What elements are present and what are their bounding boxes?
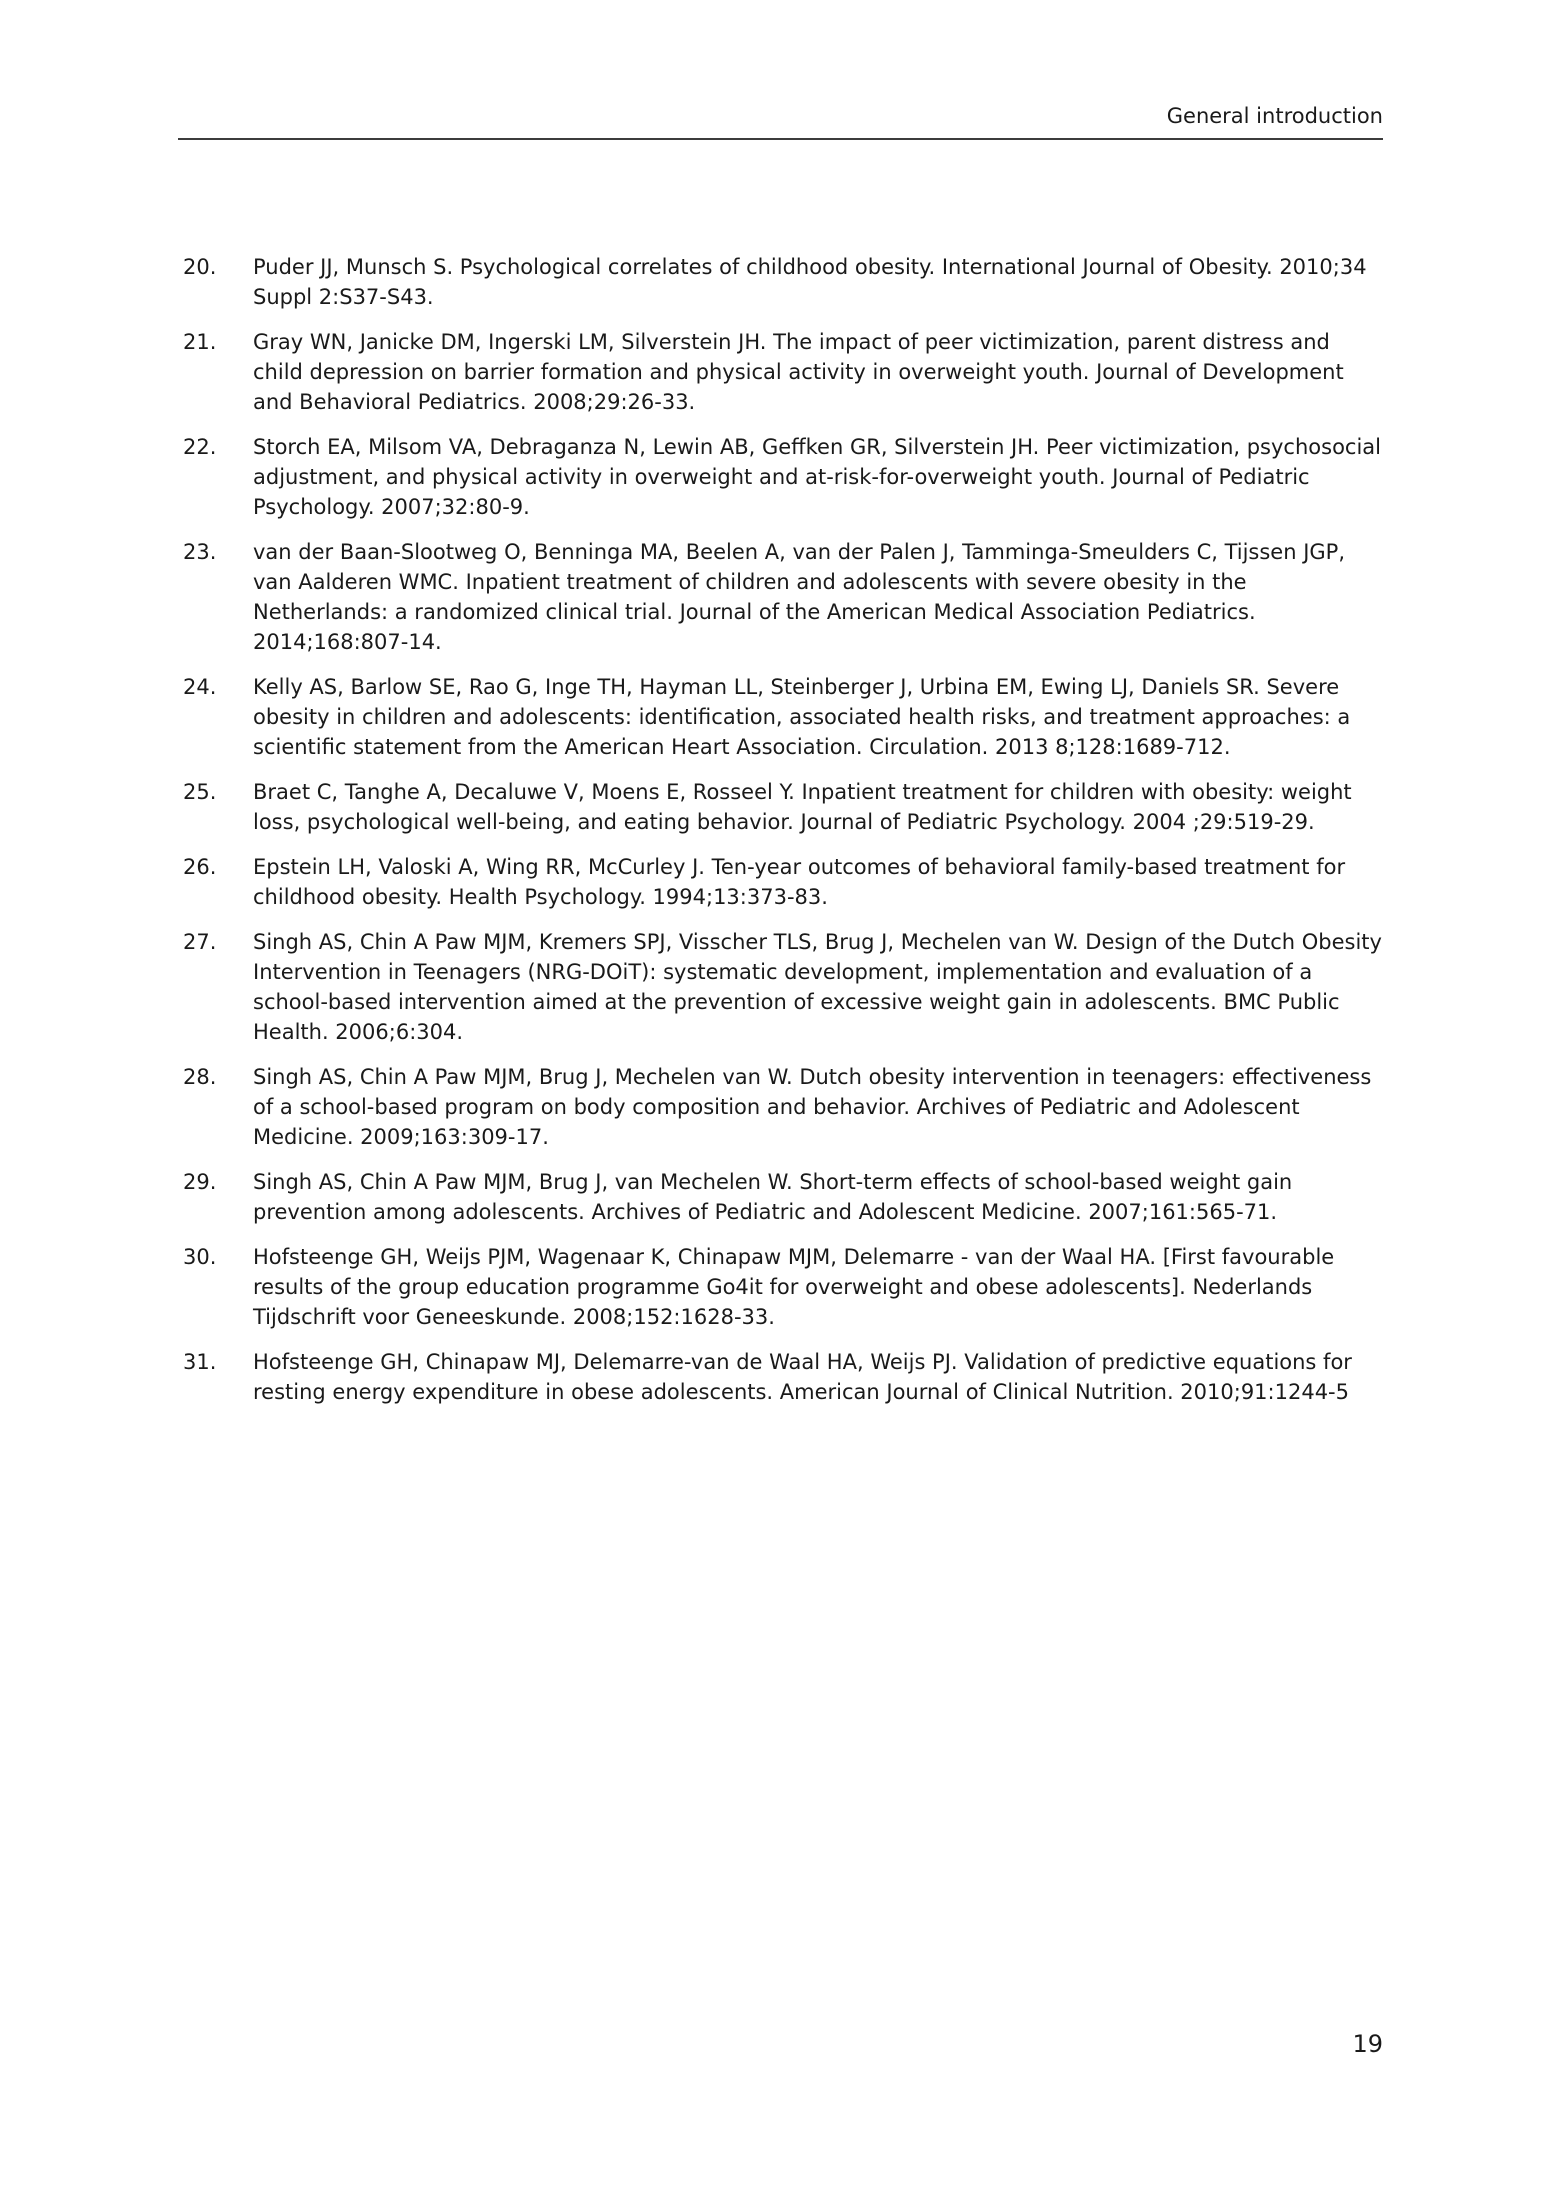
reference-item [183, 777, 1385, 837]
running-head: General introduction [1166, 104, 1383, 128]
reference-number: 29. [183, 1170, 217, 1194]
reference-item [183, 852, 1385, 912]
reference-item [183, 1242, 1385, 1332]
reference-text: Storch EA, Milsom VA, Debraganza N, Lewin AB, Geffken GR, Silverstein JH. Peer victimization, psychosocial adjustment, and physical activity in overweight and at-risk-for-overweight youth. Journal of Pediatric Psychology. 2007;32:80-9. [253, 435, 1382, 519]
reference-text: Hofsteenge GH, Chinapaw MJ, Delemarre-van de Waal HA, Weijs PJ. Validation of predictive equations for resting energy expenditure in obese adolescents. American Journal of Clinical Nutrition. 2010;91:1244-5 [253, 1350, 1352, 1404]
reference-number: 26. [183, 855, 217, 879]
reference-text: Puder JJ, Munsch S. Psychological correlates of childhood obesity. International Journal of Obesity. 2010;34 Suppl 2:S37-S43. [253, 255, 1367, 309]
reference-text: van der Baan-Slootweg O, Benninga MA, Beelen A, van der Palen J, Tamminga-Smeulders C, Tijssen JGP, van Aalderen WMC. Inpatient treatment of children and adolescents with severe obesity in the Netherlands: a randomized clinical trial. Journal of the American Medical Association Pediatrics. 2014;168:807-14. [253, 540, 1346, 654]
reference-number: 31. [183, 1350, 217, 1374]
reference-text: Epstein LH, Valoski A, Wing RR, McCurley J. Ten-year outcomes of behavioral family-based treatment for childhood obesity. Health Psychology. 1994;13:373-83. [253, 855, 1346, 909]
reference-text: Singh AS, Chin A Paw MJM, Brug J, van Mechelen W. Short-term effects of school-based weight gain prevention among adolescents. Archives of Pediatric and Adolescent Medicine. 2007;161:565-71. [253, 1170, 1293, 1224]
reference-text: Gray WN, Janicke DM, Ingerski LM, Silverstein JH. The impact of peer victimization, parent distress and child depression on barrier formation and physical activity in overweight youth. Journal of Development and Behavioral Pediatrics. 2008;29:26-33. [253, 330, 1344, 414]
reference-text: Singh AS, Chin A Paw MJM, Brug J, Mechelen van W. Dutch obesity intervention in teenagers: effectiveness of a school-based program on body composition and behavior. Archives of Pediatric and Adolescent Medicine. 2009;163:309-17. [253, 1065, 1372, 1149]
reference-text: Braet C, Tanghe A, Decaluwe V, Moens E, Rosseel Y. Inpatient treatment for children with obesity: weight loss, psychological well-being, and eating behavior. Journal of Pediatric Psychology. 2004 ;29:519-29. [253, 780, 1352, 834]
reference-item [183, 537, 1385, 657]
reference-item [183, 327, 1385, 417]
reference-item [183, 432, 1385, 522]
reference-number: 22. [183, 435, 217, 459]
reference-number: 27. [183, 930, 217, 954]
reference-text: Kelly AS, Barlow SE, Rao G, Inge TH, Hayman LL, Steinberger J, Urbina EM, Ewing LJ, Daniels SR. Severe obesity in children and adolescents: identification, associated health risks, and treatment approaches: a scientific statement from the American Heart Association. Circulation. 2013 8;128:1689-712. [253, 675, 1351, 759]
reference-text: Hofsteenge GH, Weijs PJM, Wagenaar K, Chinapaw MJM, Delemarre - van der Waal HA. [First favourable results of the group education programme Go4it for overweight and obese adolescents]. Nederlands Tijdschrift voor Geneeskunde. 2008;152:1628-33. [253, 1245, 1335, 1329]
page-header [178, 104, 1383, 140]
reference-number: 24. [183, 675, 217, 699]
reference-item [183, 927, 1385, 1047]
reference-item [183, 1167, 1385, 1227]
reference-item [183, 1347, 1385, 1407]
reference-number: 28. [183, 1065, 217, 1089]
reference-item [183, 252, 1385, 312]
reference-number: 25. [183, 780, 217, 804]
reference-list [183, 252, 1385, 1422]
reference-number: 21. [183, 330, 217, 354]
page-number: 19 [1352, 2030, 1383, 2058]
reference-item [183, 672, 1385, 762]
reference-number: 30. [183, 1245, 217, 1269]
reference-item [183, 1062, 1385, 1152]
reference-text: Singh AS, Chin A Paw MJM, Kremers SPJ, Visscher TLS, Brug J, Mechelen van W. Design of the Dutch Obesity Intervention in Teenagers (NRG-DOiT): systematic development, implementation and evaluation of a school-based intervention aimed at the prevention of excessive weight gain in adolescents. BMC Public Health. 2006;6:304. [253, 930, 1382, 1044]
reference-number: 20. [183, 255, 217, 279]
reference-number: 23. [183, 540, 217, 564]
